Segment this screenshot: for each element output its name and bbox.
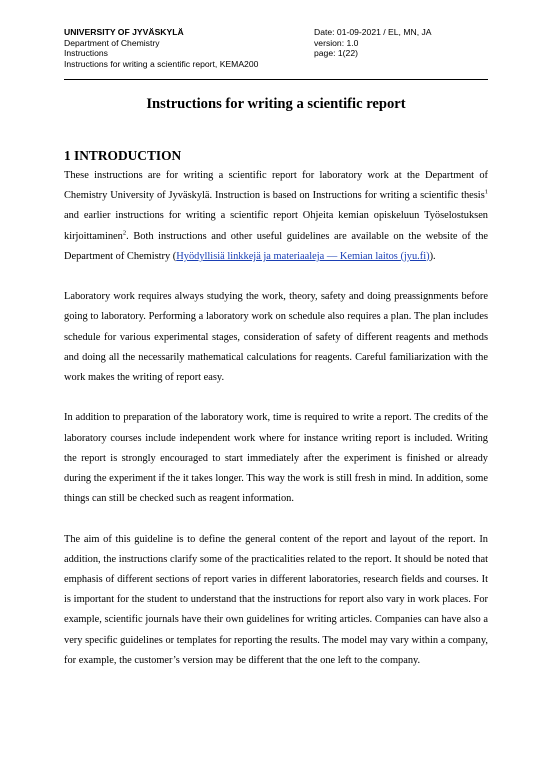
document-date: Date: 01-09-2021 / EL, MN, JA: [314, 27, 432, 37]
header-row-1: [64, 27, 488, 38]
paragraph-text: and earlier instructions for writing a scientific report Ohjeita kemian opiskeluun Työselostuksen kirjoittaminen: [64, 210, 488, 242]
paragraph-text: . Both instructions and other useful guidelines are available on the website of the Department of Chemistry (: [64, 230, 488, 262]
header-divider: [64, 79, 488, 80]
document-title: Instructions for writing a scientific report: [146, 96, 406, 112]
section-body: [64, 166, 488, 691]
document-version: version: 1.0: [314, 37, 359, 48]
header-row-2: [64, 38, 488, 49]
university-name: UNIVERSITY OF JYVÄSKYLÄ: [64, 27, 184, 37]
department-materials-link[interactable]: Hyödyllisiä linkkejä ja materiaaleja — Kemian laitos (jyu.fi): [176, 250, 430, 262]
paragraph-text: ).: [429, 250, 436, 262]
document-name: Instructions for writing a scientific report, KEMA200: [64, 58, 259, 69]
header-row-4: [64, 59, 488, 70]
paragraph-text: These instructions are for writing a scientific report for laboratory work at the Department of Chemistry University of Jyväskylä. Instruction is based on Instructions for writing a scientific thesis: [64, 170, 488, 202]
paragraph: [64, 166, 488, 267]
document-type: Instructions: [64, 48, 108, 59]
department-name: Department of Chemistry: [64, 37, 160, 48]
paragraph: The aim of this guideline is to define the general content of the report and layout of the report. In addition, the instructions clarify some of the practicalities related to the report. It should be noted that emphasis of different sections of report varies in different laboratories, research fields and courses. It is important for the student to understand that the instructions for report also vary in work places. For example, scientific journals have their own guidelines for writing articles. Companies can have also a very specific guidelines or templates for reporting the results. The model may vary within a company, for example, the customer’s version may be different that the one left to the company.: [64, 533, 488, 666]
page-number: page: 1(22): [314, 48, 358, 59]
footnote-marker-1: 1: [484, 188, 488, 196]
footnote-marker-2: 2: [122, 229, 127, 237]
document-header: [64, 27, 488, 69]
header-row-3: [64, 48, 488, 59]
paragraph: Laboratory work requires always studying the work, theory, safety and doing preassignments before going to laboratory. Performing a laboratory work on schedule also requires a plan. The plan includes schedule for various experimental stages, consideration of safety of different reagents and methods and doing all the necessarily mathematical calculations for reagents. Careful familiarization with the work makes the writing of report easy.: [64, 291, 488, 384]
paragraph: In addition to preparation of the laboratory work, time is required to write a report. The credits of the laboratory courses include independent work where for instance writing report is included. Writing the report is strongly encouraged to start immediately after the experiment is finished or already during the experiment if the it takes longer. This way the work is still fresh in mind. In addition, some things can still be checked such as reagent information.: [64, 412, 488, 505]
section-heading: 1 INTRODUCTION: [64, 148, 182, 163]
